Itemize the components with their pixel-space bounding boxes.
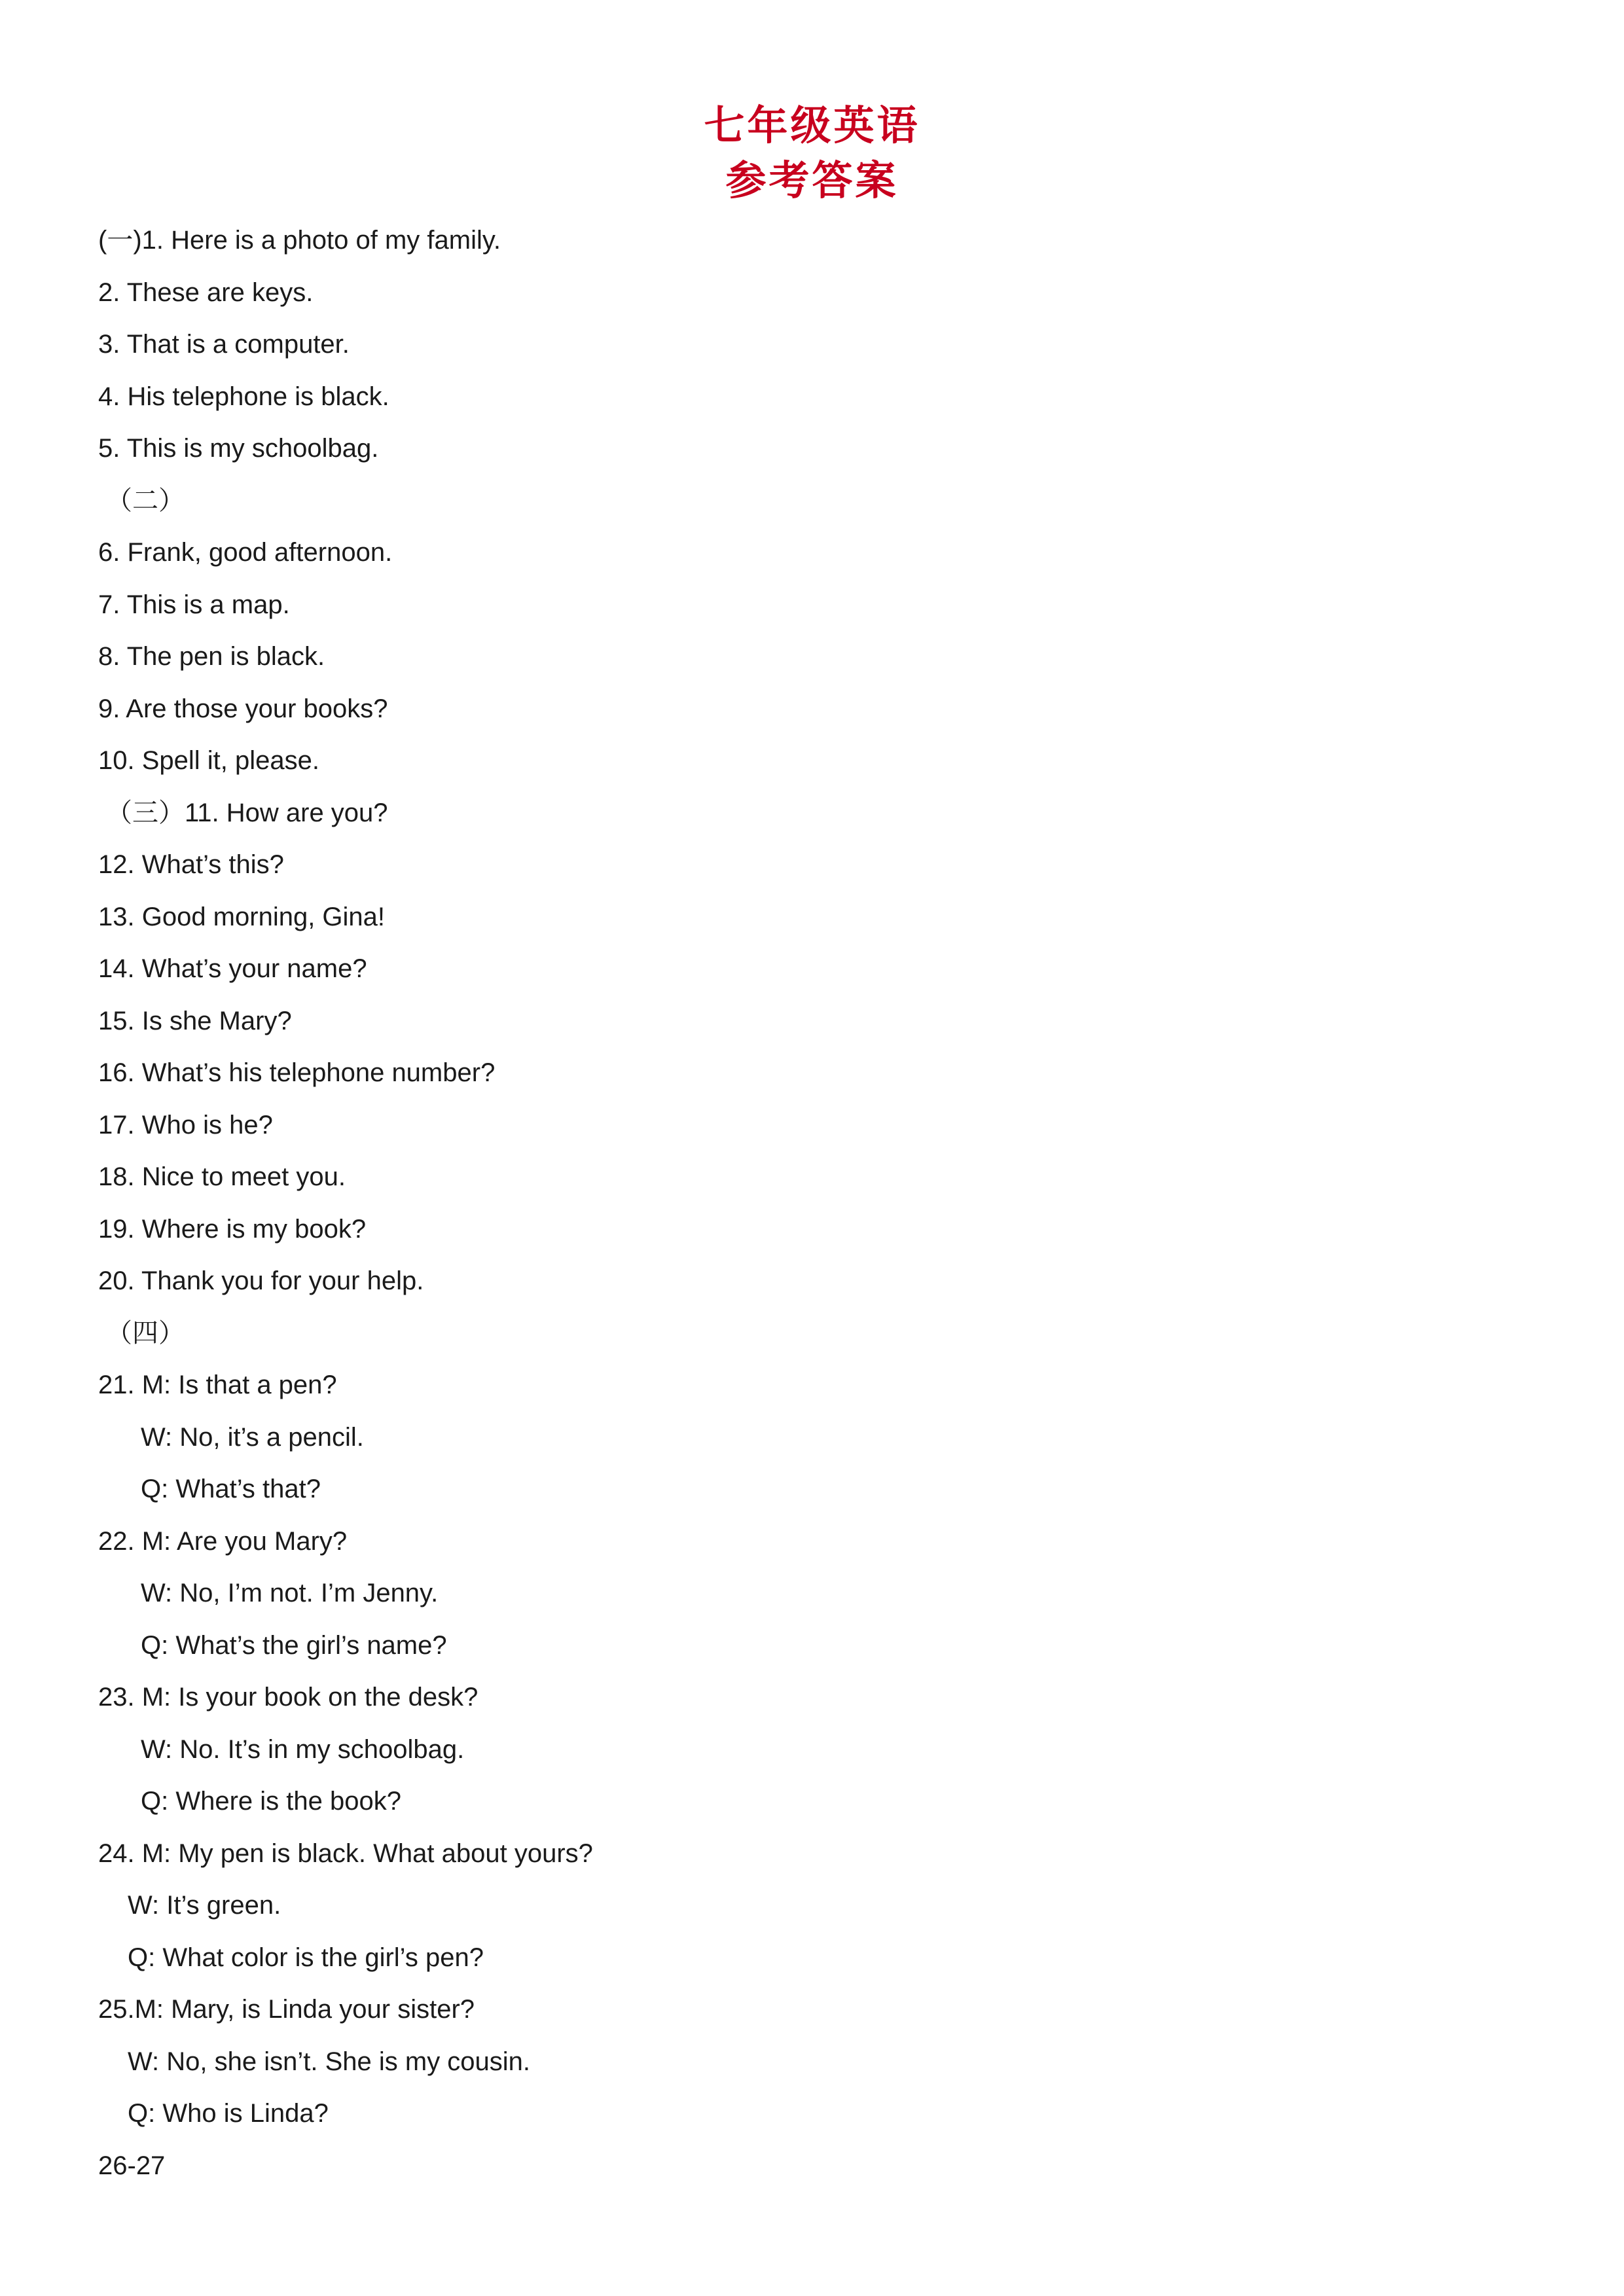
answer-line: 21. M: Is that a pen? <box>98 1371 337 1399</box>
answer-line: 25.M: Mary, is Linda your sister? <box>98 1995 475 2024</box>
answer-line: 6. Frank, good afternoon. <box>98 538 393 567</box>
answer-line: 10. Spell it, please. <box>98 746 319 775</box>
answer-line: 5. This is my schoolbag. <box>98 434 379 463</box>
answer-line: 3. That is a computer. <box>98 330 350 359</box>
answer-line: W: No. It’s in my schoolbag. <box>141 1734 465 1764</box>
answer-line: 26-27 <box>98 2151 166 2180</box>
answer-line: 14. What’s your name? <box>98 954 367 983</box>
answer-line: 15. Is she Mary? <box>98 1006 292 1035</box>
answer-line: 2. These are keys. <box>98 278 314 307</box>
title-block <box>0 98 1624 208</box>
answer-line: 17. Who is he? <box>98 1110 273 1139</box>
answer-line: Q: Who is Linda? <box>128 2099 329 2128</box>
answer-line: W: It’s green. <box>128 1891 281 1920</box>
answer-line: 9. Are those your books? <box>98 694 388 723</box>
answer-line: Q: What’s that? <box>141 1475 321 1503</box>
answer-line: Q: What color is the girl’s pen? <box>128 1943 484 1972</box>
answer-line: Q: What’s the girl’s name? <box>141 1630 447 1660</box>
answer-line: W: No, it’s a pencil. <box>141 1422 364 1452</box>
answer-line: 18. Nice to meet you. <box>98 1162 346 1191</box>
answer-line: 22. M: Are you Mary? <box>98 1526 348 1556</box>
answer-line: Q: Where is the book? <box>141 1787 401 1816</box>
document-subtitle: 参考答案 <box>725 156 899 204</box>
answer-line: 20. Thank you for your help. <box>98 1266 424 1295</box>
answer-line: （二） <box>106 486 185 515</box>
answer-line: 8. The pen is black. <box>98 642 325 671</box>
answer-line: （三）11. How are you? <box>106 798 388 827</box>
answer-line: （四） <box>106 1318 185 1348</box>
answer-line: 13. Good morning, Gina! <box>98 902 386 931</box>
answer-line: 19. Where is my book? <box>98 1214 367 1244</box>
answer-line: W: No, I’m not. I’m Jenny. <box>141 1579 439 1607</box>
answer-line: (一)1. Here is a photo of my family. <box>98 226 501 255</box>
answer-line: 7. This is a map. <box>98 590 290 619</box>
answer-line: 4. His telephone is black. <box>98 382 389 411</box>
answer-line: W: No, she isn’t. She is my cousin. <box>128 2047 531 2076</box>
document-title: 七年级英语 <box>704 101 920 149</box>
answer-line: 23. M: Is your book on the desk? <box>98 1683 478 1712</box>
answer-line: 12. What’s this? <box>98 850 284 879</box>
answer-line: 24. M: My pen is black. What about yours? <box>98 1839 593 1868</box>
answer-line: 16. What’s his telephone number? <box>98 1058 496 1087</box>
answer-list <box>98 215 1525 2192</box>
